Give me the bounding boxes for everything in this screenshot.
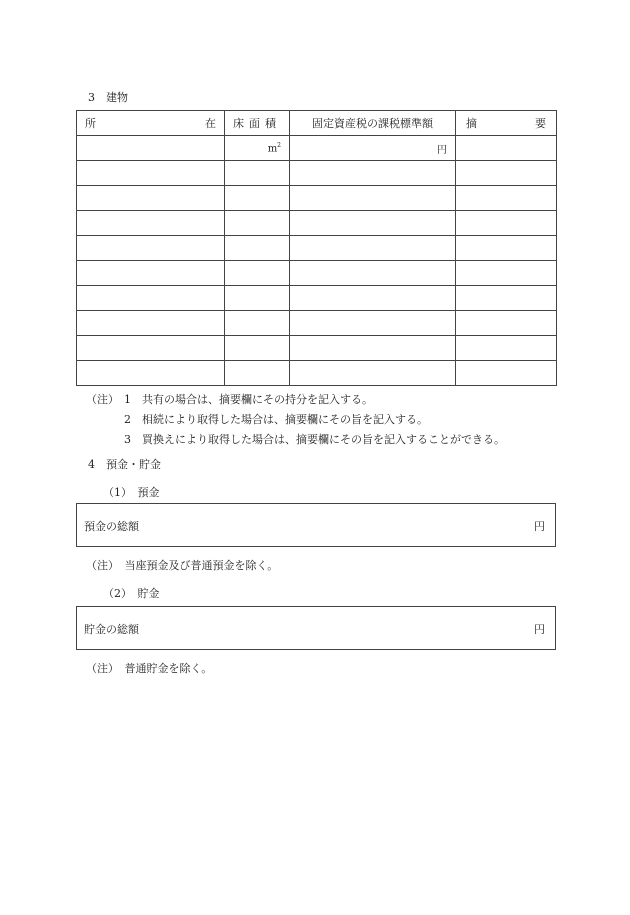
table-row [77,161,557,186]
cell-remarks[interactable] [456,236,557,261]
note-number: 3 [124,433,131,446]
header-tax-base: 固定資産税の課税標準額 [290,111,456,136]
cell-remarks[interactable] [456,186,557,211]
deposit-note: （注） 当座預金及び普通預金を除く。 [86,559,279,572]
cell-location[interactable] [77,361,225,386]
cell-tax-base[interactable] [290,336,456,361]
cell-location[interactable] [77,286,225,311]
section-4-title: 預金・貯金 [106,458,161,471]
cell-location[interactable] [77,261,225,286]
note-text: 買換えにより取得した場合は、摘要欄にその旨を記入することができる。 [142,433,505,446]
note-item-2 [124,411,428,427]
cell-floor-area[interactable] [225,136,290,161]
table-row [77,286,557,311]
cell-floor-area[interactable] [225,211,290,236]
deposit-total-unit: 円 [534,520,545,533]
unit-square-meter: m [267,143,278,155]
cell-location[interactable] [77,336,225,361]
table-row [77,336,557,361]
cell-floor-area[interactable] [225,161,290,186]
table-header-row [77,111,557,136]
cell-tax-base[interactable] [290,186,456,211]
deposit-total-label: 預金の総額 [84,520,139,533]
cell-location[interactable] [77,236,225,261]
section-4-number: 4 [88,458,95,471]
cell-tax-base[interactable] [290,311,456,336]
section-3-number: 3 [88,91,95,104]
savings-total-unit: 円 [534,623,545,636]
cell-tax-base[interactable] [290,286,456,311]
savings-note: （注） 普通貯金を除く。 [86,662,213,675]
building-table [76,110,557,386]
note-item-1 [124,391,373,407]
cell-floor-area[interactable] [225,311,290,336]
cell-floor-area[interactable] [225,186,290,211]
header-location: 所 在 [77,111,225,136]
cell-remarks[interactable] [456,211,557,236]
unit-superscript: 2 [277,141,281,149]
table-row [77,311,557,336]
table-row [77,361,557,386]
cell-remarks[interactable] [456,261,557,286]
table-row [77,136,557,161]
cell-location[interactable] [77,161,225,186]
cell-tax-base[interactable] [290,211,456,236]
cell-tax-base[interactable] [290,261,456,286]
cell-floor-area[interactable] [225,236,290,261]
cell-location[interactable] [77,186,225,211]
savings-heading: （2） 貯金 [103,587,160,600]
cell-tax-base[interactable] [290,361,456,386]
note-number: 2 [124,413,131,426]
unit-yen: 円 [437,144,447,156]
cell-location[interactable] [77,211,225,236]
header-floor-area: 床面積 [225,111,290,136]
section-4-heading [88,456,161,472]
cell-location[interactable] [77,136,225,161]
table-row [77,186,557,211]
cell-floor-area[interactable] [225,261,290,286]
header-remarks: 摘 要 [456,111,557,136]
cell-tax-base[interactable] [290,136,456,161]
note-text: 相続により取得した場合は、摘要欄にその旨を記入する。 [142,413,428,426]
section-3-heading [88,89,128,105]
table-row [77,261,557,286]
cell-floor-area[interactable] [225,336,290,361]
note-item-3 [124,431,505,447]
cell-remarks[interactable] [456,136,557,161]
savings-total-label: 貯金の総額 [84,623,139,636]
cell-remarks[interactable] [456,286,557,311]
deposit-total-box[interactable] [76,503,556,547]
cell-remarks[interactable] [456,161,557,186]
table-row [77,211,557,236]
note-number: 1 [124,393,131,406]
notes-lead: （注） [86,393,119,406]
table-row [77,236,557,261]
cell-tax-base[interactable] [290,161,456,186]
note-text: 共有の場合は、摘要欄にその持分を記入する。 [142,393,373,406]
cell-remarks[interactable] [456,311,557,336]
section-3-title: 建物 [106,91,128,104]
cell-floor-area[interactable] [225,361,290,386]
deposit-heading: （1） 預金 [103,486,160,499]
cell-tax-base[interactable] [290,236,456,261]
cell-location[interactable] [77,311,225,336]
cell-remarks[interactable] [456,336,557,361]
cell-remarks[interactable] [456,361,557,386]
savings-total-box[interactable] [76,606,556,650]
cell-floor-area[interactable] [225,286,290,311]
